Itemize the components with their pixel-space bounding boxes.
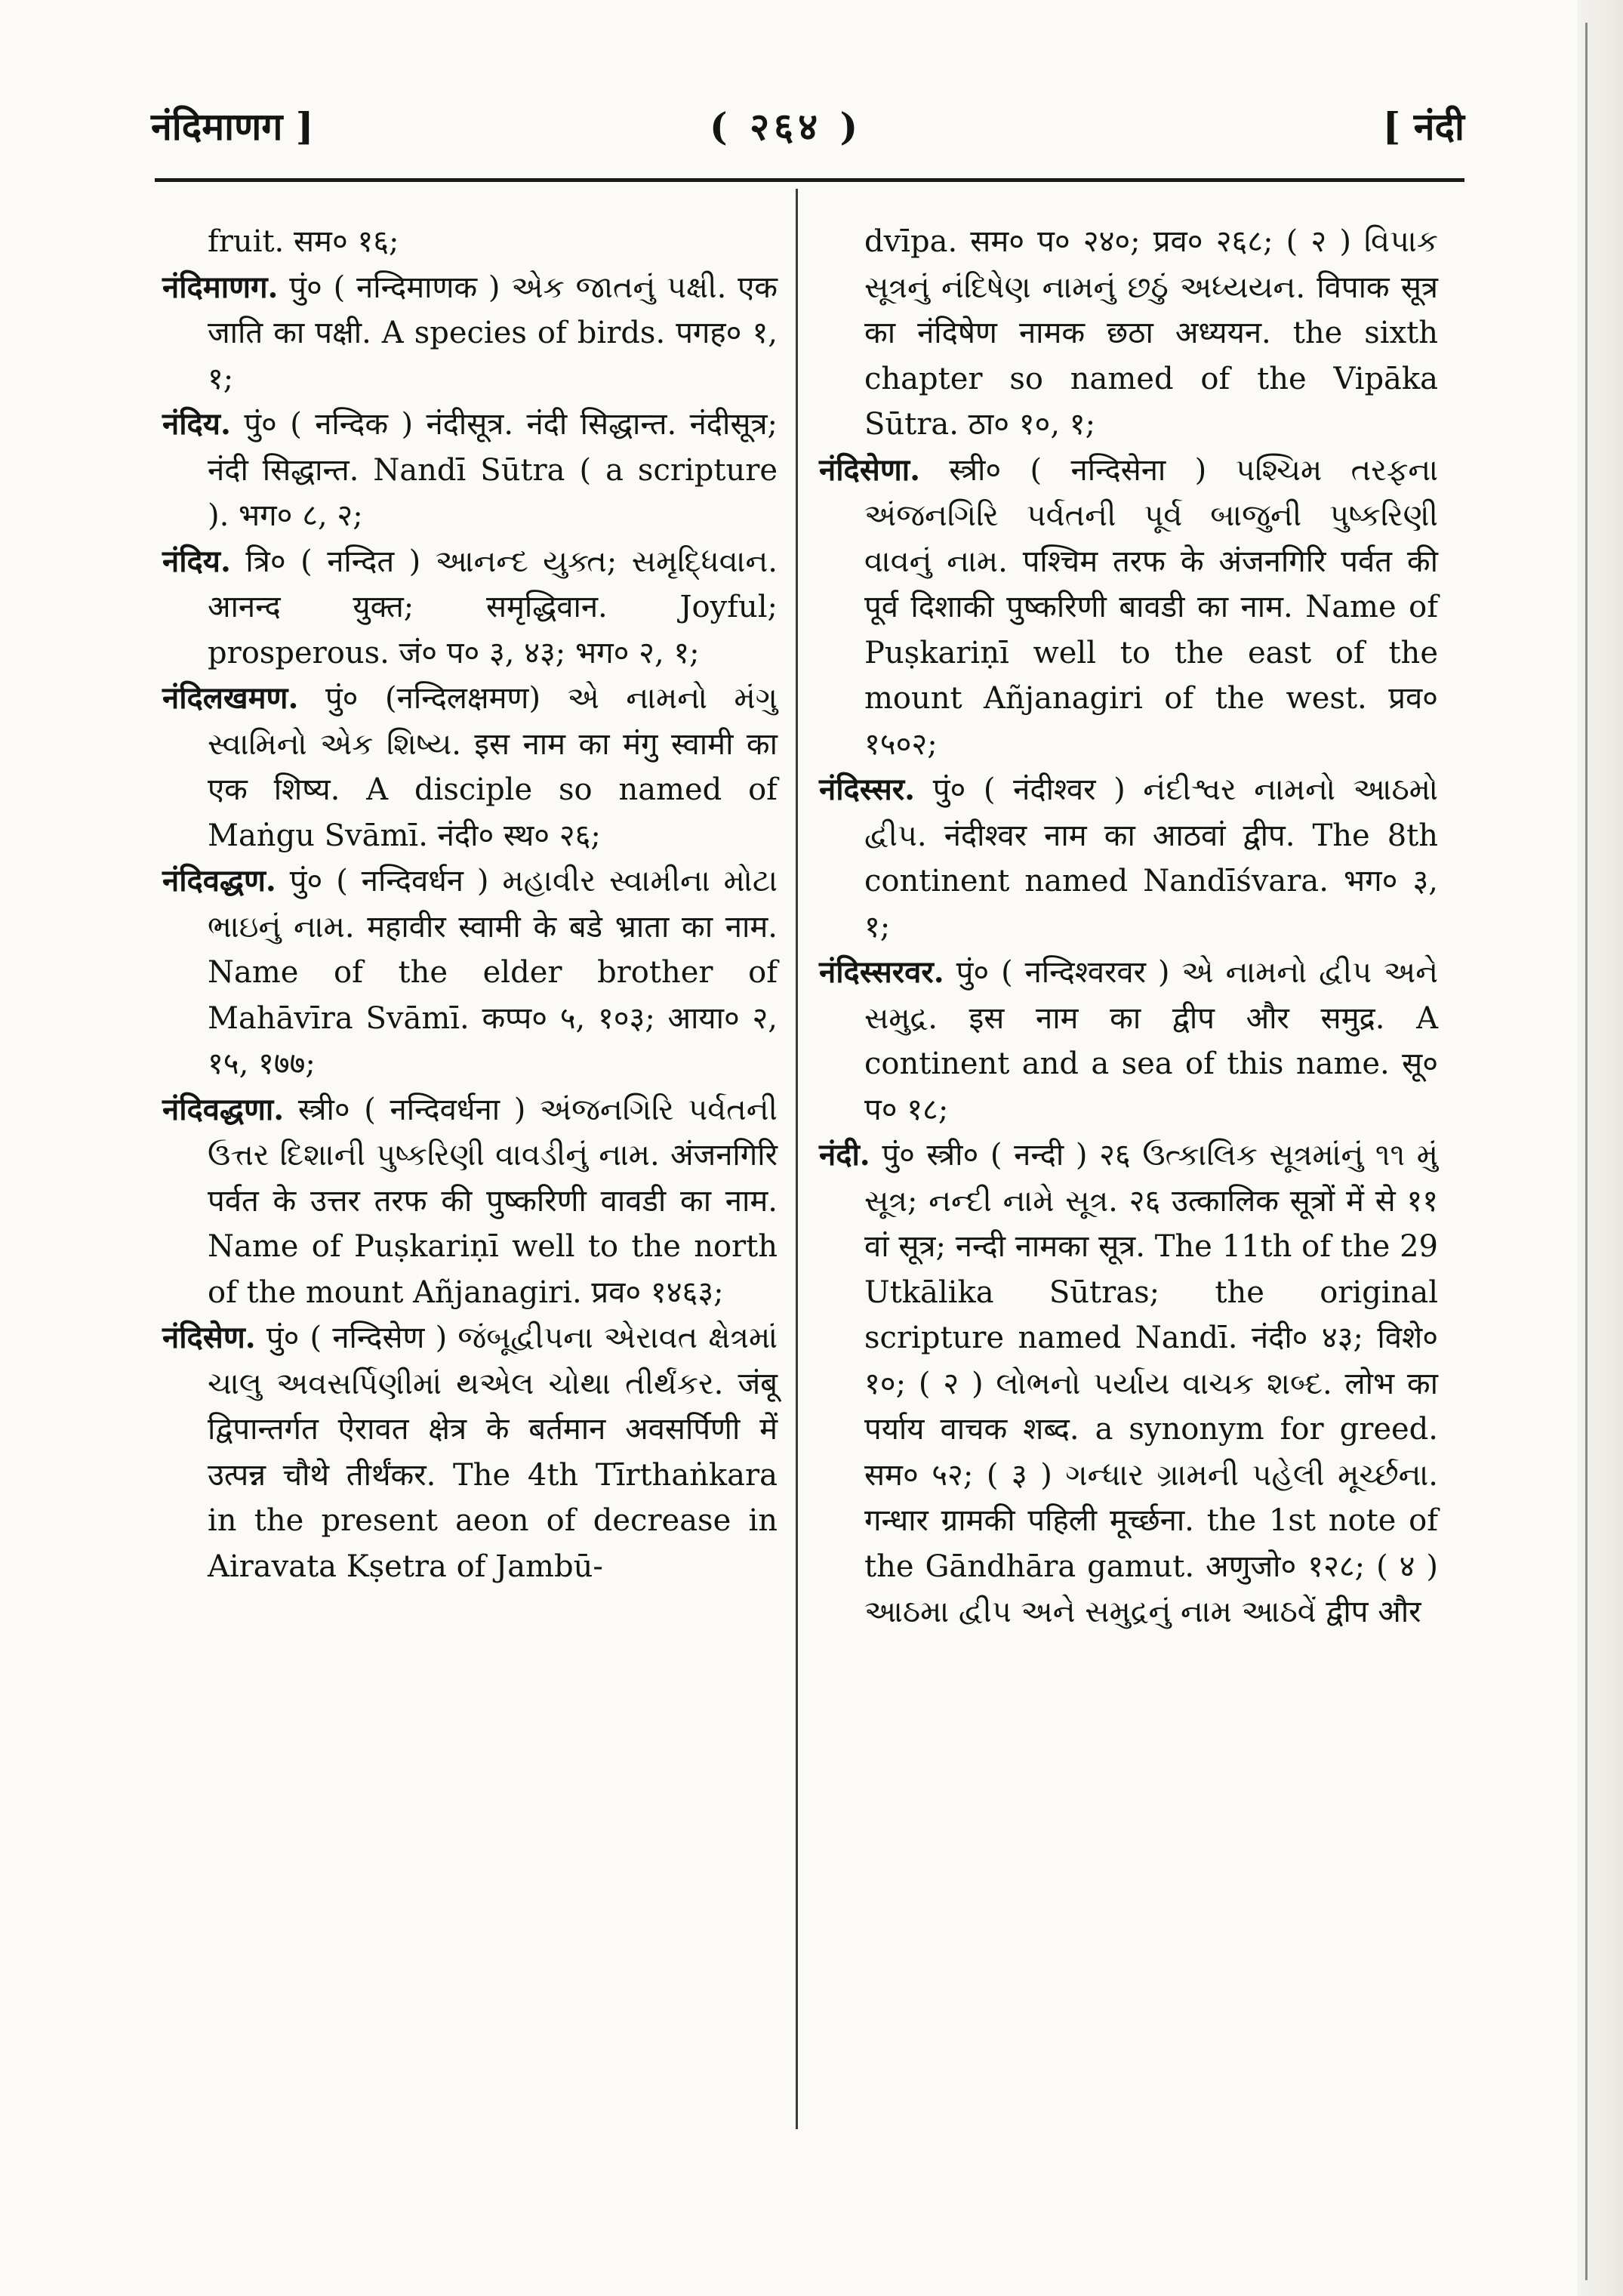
entry-text: पुं० (नन्दिलक्षमण) એ નામનો મંગુ સ્વામિનો એક શિષ્ય. इस नाम का मंगु स्वामी का एक शिष्य. A disciple so named of Maṅgu Svāmī. नंदी० स्थ० २६;	[208, 681, 778, 853]
dictionary-entry	[162, 539, 778, 676]
dictionary-entry	[162, 676, 778, 858]
entry-text: पुं० ( नन्दिक ) नंदीसूत्र. नंदी सिद्धान्त. नंदीसूत्र; नंदी सिद्धान्त. Nandī Sūtra ( a scripture ). भग० ८, २;	[208, 407, 778, 533]
entry-headword: नंदिलखमण.	[162, 680, 299, 716]
page-number: ( २६४ )	[710, 104, 863, 149]
entry-text: पुं० ( नंदीश्वर ) નંદીશ્વર નામનો આઠમો દ્વીપ. नंदीश्वर नाम का आठवां द्वीप. The 8th continent named Nandīśvara. भग० ३, १;	[864, 772, 1438, 945]
page-header	[151, 85, 1464, 153]
entry-continuation	[162, 219, 778, 265]
entry-headword: नंदिस्सर.	[819, 772, 916, 807]
entry-headword: नंदिय.	[162, 543, 231, 579]
header-rule	[155, 178, 1464, 182]
entry-text: पुं० स्त्री० ( नन्दी ) २६ ઉત્કાલિક સૂત્રમાંનું ૧૧ મું સૂત્ર; નન્દી નામે સૂત્ર. २६ उत्कालिक सूत्रों में से ११ वां सूत्र; नन्दी नामका सूत्र. The 11th of the 29 Utkālika Sūtras; the original scripture named Nandī. नंदी० ४३; विशे० १०; ( २ ) લોભનો પર્યાય વાચક શબ્દ. लोभ का पर्याय वाचक शब्द. a synonym for greed. सम० ५२; ( ३ ) ગન્ધાર ગ્રામની પહેલી મૂર્ચ્છના. गन्धार ग्रामकी पहिली मूर्च्छना. the 1st note of the Gāndhāra gamut. अणुजो० १२८; ( ४ ) આઠમા દ્વીપ અને સમુદ્રનું નામ આઠવેં द्वीप और	[864, 1138, 1438, 1629]
dictionary-entry	[819, 767, 1438, 950]
right-column	[819, 219, 1438, 1635]
dictionary-entry	[162, 1315, 778, 1589]
entry-text: पुं० ( नन्दिश्वरवर ) એ નામનો દ્વીપ અને સમુદ્ર. इस नाम का द्वीप और समुद्र. A continent and a sea of this name. सू० प० १८;	[864, 955, 1438, 1127]
entry-headword: नंदिस्सरवर.	[819, 954, 944, 990]
entry-text: fruit. सम० १६;	[208, 224, 399, 259]
dictionary-entry	[162, 858, 778, 1087]
entry-headword: नंदिवद्धणा.	[162, 1091, 285, 1127]
entry-headword: नंदिमाणग.	[162, 269, 279, 305]
left-column	[162, 219, 778, 1589]
page-edge	[1578, 0, 1623, 2296]
entry-text: पुं० ( नन्दिसेण ) જંબૂદ્વીપના એરાવત ક્ષેત્રમાં ચાલુ અવસર્પિણીમાં થએલ ચોથા તીર્થંકર. जंबू द्विपान्तर्गत ऐरावत क्षेत्र के बर्तमान अवसर्पिणी में उत्पन्न चौथे तीर्थंकर. The 4th Tīrthaṅkara in the present aeon of decrease in Airavata Kṣetra of Jambū-	[208, 1321, 778, 1584]
entry-text: स्त्री० ( नन्दिवर्धना ) અંજનગિરિ પર્વતની ઉત્તર દિશાની પુષ્કરિણી વાવડીનું નામ. अंजनगिरि पर्वत के उत्तर तरफ की पुष्करिणी वावडी का नाम. Name of Puṣkariṇī well to the north of the mount Añjanagiri. प्रव० १४६३;	[208, 1092, 778, 1310]
header-guide-word-right: [ नंदी	[1382, 104, 1464, 149]
entry-text: स्त्री० ( नन्दिसेना ) પશ્ચિમ તરફના અંજનગિરિ પર્વતની પૂર્વ બાજુની પુષ્કરિણી વાવનું નામ. पश्चिम तरफ के अंजनगिरि पर्वत की पूर्व दिशाकी पुष्करिणी बावडी का नाम. Name of Puṣkariṇī well to the east of the mount Añjanagiri of the west. प्रव० १५०२;	[864, 452, 1438, 762]
entry-continuation	[819, 219, 1438, 448]
dictionary-entry	[819, 1133, 1438, 1635]
entry-text: पुं० ( नन्दिवर्धन ) મહાવીર સ્વામીના મોટા ભાઇનું નામ. महावीर स्वामी के बडे भ्राता का नाम. Name of the elder brother of Mahāvīra Svāmī. कप्प० ५, १०३; आया० २, १५, १७७;	[208, 864, 778, 1081]
entry-headword: नंदिसेणा.	[819, 451, 921, 488]
dictionary-entry	[819, 950, 1438, 1133]
entry-text: dvīpa. सम० प० २४०; प्रव० २६८; ( २ ) વિપાક સૂત્રનું નંદિષેણ નામનું છઠું અધ્યયન. विपाक सूत्र का नंदिषेण नामक छठा अध्ययन. the sixth chapter so named of the Vipāka Sūtra. ठा० १०, १;	[864, 224, 1438, 442]
entry-headword: नंदिय.	[162, 406, 231, 442]
page-edge-line	[1585, 23, 1588, 2280]
entry-text: त्रि० ( नन्दित ) આનન્દ યુક્ત; સમૃદ્ધિવાન. आनन्द युक्त; समृद्धिवान. Joyful; prosperous. जं० प० ३, ४३; भग० २, १;	[208, 544, 778, 670]
dictionary-entry	[162, 402, 778, 539]
header-guide-word-left: नंदिमाणग ]	[151, 104, 314, 149]
entry-headword: नंदी.	[819, 1137, 870, 1173]
dictionary-entry	[162, 265, 778, 402]
entry-headword: नंदिसेण.	[162, 1320, 256, 1355]
dictionary-entry	[819, 448, 1438, 768]
column-divider	[796, 189, 798, 2129]
entry-text: पुं० ( नन्दिमाणक ) એક જાતનું પક્ષી. एक जाति का पक्षी. A species of birds. पगह० १, १;	[208, 270, 778, 396]
entry-headword: नंदिवद्धण.	[162, 863, 276, 898]
dictionary-entry	[162, 1087, 778, 1316]
